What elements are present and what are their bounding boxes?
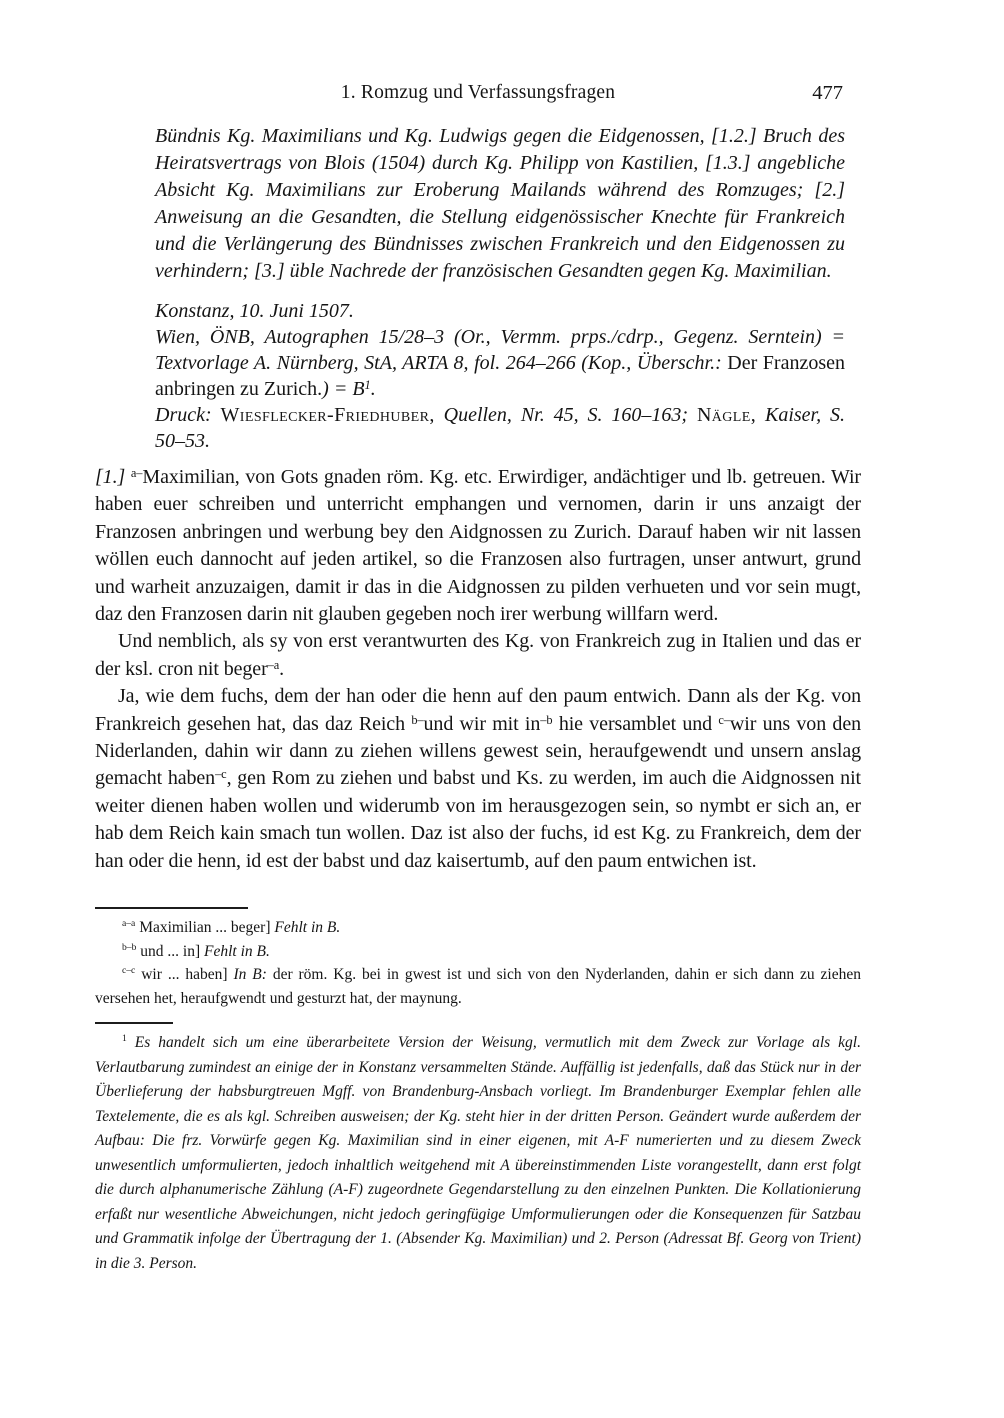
- edited-text: [95, 464, 861, 875]
- footnote-1: $^1$ Es handelt sich um eine überarbeitete Version der Weisung, vermutlich mit dem Zweck zur Vorlage als kgl. Verlautbarung zumindest an einige der in Konstanz versammelten Stände. Auffällig ist jedenfalls, daß das Stück nur in der Überlieferung der habsburgtreuen Mgff. von Brandenburg-Ansbach vorliegt. Im Brandenburger Exemplar fehlen alle Textelemente, die es als kgl. Schreiben ausweisen; der Kg. steht hier in der dritten Person. Geändert wurde außerdem der Aufbau: Die frz. Vorwürfe gegen Kg. Maximilian sind in einer eigenen, mit A-F numerierten und zu diesem Zweck unwesentlich umformulierten, jedoch inhaltlich weitgehend mit A übereinstimmenden Liste vorangestellt, dann erst folgt die durch alphanumerische Zählung (A-F) zugeordnete Gegendarstellung zu den einzelnen Punkten. Die Kollationierung erfaßt nur wesentliche Abweichungen, nicht jedoch geringfügige Umformulierungen oder die Konsequenzen für Satzbau und Grammatik infolge der Übertragung der 1. (Absender Kg. Maximilian) und 2. Person (Adressat Bf. Georg von Trient) in die 3. Person.: [95, 1033, 861, 1272]
- paragraph-3: Ja, wie dem fuchs, dem der han oder die henn auf den paum entwich. Dann als der Kg. von Frankreich gesehen hat, das daz Reich $^{b-}$und wir mit $in^{-b}$ hie versamblet und $^{c-}$wir uns von den Niderlanden, dahin wir dann zu ziehen willens gewest sein, heraufgewendt und unsern anslag gemacht haben$^{-c}$, gen Rom zu ziehen und babst und Ks. zu werden, im auch die Aidgnossen nit weiter dienen haben wollen und widerumb von im herausgezogen sein, so nymbt er sich an, er hab dem Reich kain smach tun wollen. Daz ist also der fuchs, id est Kg. zu Frankreich, dem der han oder die henn, id est der babst und daz kaisertumb, auf den paum entwichen ist.: [95, 685, 861, 872]
- page-number: 477: [812, 82, 843, 104]
- paragraph-1: [1.] $^{a-}$Maximilian, von Gots gnaden röm. Kg. etc. Erwirdiger, andächtiger und lb. getreuen. Wir haben euer schreiben und unterricht emphangen und vernomen, darin ir uns anzaigt der Franzosen anbringen und werbung bey den Aidgnossen zu Zurich. Darauf haben wir nit lassen wöllen euch dannocht auf jeden artikel, so die Franzosen also furtragen, unser antwurt, grund und warheit anzuzaigen, damit ir das in die Aidgnossen zu pilden verhueten und vor sein mugt, daz den Franzosen darin nit glauben gegeben noch irer werbung willfarn werd.: [95, 466, 861, 626]
- print-reference: Druck: Wiesflecker-Friedhuber, Quellen, Nr. 45, S. 160–163; Nägle, Kaiser, S. 50–53.: [155, 404, 846, 452]
- critical-apparatus: [95, 916, 861, 1010]
- provenance-block: [155, 298, 845, 454]
- apparatus-rule: [95, 907, 248, 909]
- source-description: Wien, ÖNB, Autographen 15/28–3 (Or., Vermm. prps./cdrp., Gegenz. Serntein) = Textvorlage A. Nürnberg, StA, ARTA 8, fol. 264–266 (Kop., Überschr.: Der Franzosen anbringen zu Zurich.) = $B^1$.: [155, 326, 846, 400]
- regest-summary: Bündnis Kg. Maximilians und Kg. Ludwigs gegen die Eidgenossen, [1.2.] Bruch des Heiratsvertrags von Blois (1504) durch Kg. Philipp von Kastilien, [1.3.] angebliche Absicht Kg. Maximilians zur Eroberung Mailands während des Romzuges; [2.] Anweisung an die Gesandten, die Stellung eidgenössischer Knechte für Frankreich und die Verlängerung des Bündnisses zwischen Frankreich und den Eidgenossen zu verhindern; [3.] üble Nachrede der französischen Gesandten gegen Kg. Maximilian.: [155, 125, 845, 282]
- footnote-rule: [95, 1022, 173, 1024]
- paragraph-2: Und nemblich, als sy von erst verantwurten des Kg. von Frankreich zug in Italien und das er der ksl. cron nit beger$^{-a}$.: [95, 630, 861, 680]
- section-title: 1. Romzug und Verfassungsfragen: [340, 82, 616, 103]
- apparatus-note-c: $^{c-c}$ wir ... haben] In B: der röm. Kg. bei in gwest ist und sich von den Nyderlanden, dahin er sich dann zu ziehen versehen het, heraufgwendt und gesturzt hat, der maynung.: [95, 965, 861, 1007]
- dateline: Konstanz, 10. Juni 1507.: [155, 300, 354, 322]
- apparatus-note-b: $^{b-b}$ und ... in] Fehlt in B.: [122, 941, 270, 960]
- apparatus-note-a: $^{a-a}$ Maximilian ... beger] Fehlt in B.: [122, 918, 341, 937]
- commentary-footnote: [95, 1031, 861, 1276]
- running-head: [95, 82, 861, 108]
